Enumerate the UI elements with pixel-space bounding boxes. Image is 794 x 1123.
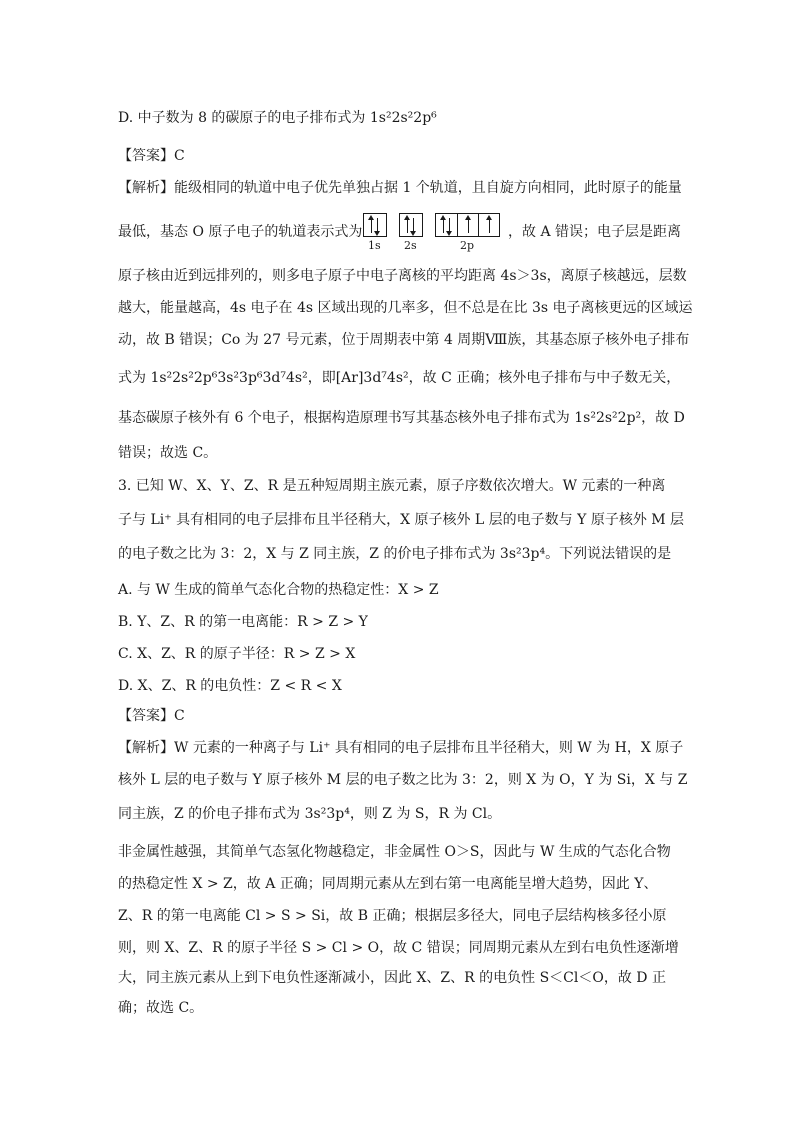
orbital-label-1s: 1s: [368, 239, 381, 252]
option-d: D. X、Z、R 的电负性：Z < R < X: [118, 678, 342, 694]
answer-label: 【答案】C: [118, 708, 185, 724]
spin-down-arrow-icon: [449, 218, 450, 233]
orbital-label-2s: 2s: [404, 239, 417, 252]
analysis-line: 原子核由近到远排列的，则多电子原子中电子离核的平均距离 4s＞3s，离原子核越远，层数: [118, 268, 687, 284]
analysis-line: 式为 1s²2s²2p⁶3s²3p⁶3d⁷4s²，即[Ar]3d⁷4s²，故 C 正确；核外电子排布与中子数无关，: [118, 370, 681, 386]
analysis-line: 的热稳定性 X > Z，故 A 正确；同周期元素从左到右第一电离能呈增大趋势，因此 Y、: [118, 876, 658, 892]
analysis-line: 确；故选 C。: [118, 1000, 204, 1016]
spin-up-arrow-icon: [371, 218, 372, 233]
analysis-line: 动，故 B 错误；Co 为 27 号元素，位于周期表中第 4 周期Ⅷ族，其基态原子核外电子排布: [118, 332, 690, 348]
orbital-box-2p: [435, 213, 500, 237]
analysis-line: 非金属性越强，其简单气态氢化物越稳定，非金属性 O＞S，因此与 W 生成的气态化合物: [118, 844, 671, 860]
analysis-line: 则，则 X、Z、R 的原子半径 S > Cl > O，故 C 错误；同周期元素从左到右电负性逐渐增: [118, 940, 679, 956]
spin-up-arrow-icon: [443, 218, 444, 233]
analysis-line: 核外 L 层的电子数与 Y 原子核外 M 层的电子数之比为 3：2，则 X 为 O，Y 为 Si，X 与 Z: [118, 772, 688, 788]
analysis-line: 最低，基态 O 原子电子的轨道表示式为: [118, 224, 363, 240]
analysis-line: 大，同主族元素从上到下电负性逐渐减小，因此 X、Z、R 的电负性 S＜Cl＜O，故 D 正: [118, 970, 666, 986]
spin-up-arrow-icon: [489, 218, 490, 233]
orbital-box-2s: [399, 213, 423, 237]
option-a: A. 与 W 生成的简单气态化合物的热稳定性：X > Z: [118, 582, 439, 598]
orbital-label-2p: 2p: [460, 239, 475, 252]
spin-up-arrow-icon: [407, 218, 408, 233]
analysis-line: Z、R 的第一电离能 Cl > S > Si，故 B 正确；根据层多径大，同电子层结构核多径小原: [118, 908, 667, 924]
question-3-stem: 3. 已知 W、X、Y、Z、R 是五种短周期主族元素，原子序数依次增大。W 元素的一种离: [118, 478, 666, 494]
analysis-line: ，故 A 错误；电子层是距离: [508, 224, 682, 240]
analysis-line: 【解析】能级相同的轨道中电子优先单独占据 1 个轨道，且自旋方向相同，此时原子的能量: [118, 180, 682, 196]
analysis-line: 越大，能量越高，4s 电子在 4s 区域出现的几率多，但不总是在比 3s 电子离核更远的区域运: [118, 300, 693, 316]
orbital-box-1s: [363, 213, 387, 237]
analysis-line: 基态碳原子核外有 6 个电子，根据构造原理书写其基态核外电子排布式为 1s²2s²2p²，故 D: [118, 410, 685, 426]
analysis-line: 【解析】W 元素的一种离子与 Li⁺ 具有相同的电子层排布且半径稍大，则 W 为 H，X 原子: [118, 740, 684, 756]
spin-down-arrow-icon: [413, 218, 414, 233]
spin-up-arrow-icon: [468, 218, 469, 233]
analysis-line: 同主族，Z 的价电子排布式为 3s²3p⁴，则 Z 为 S，R 为 Cl。: [118, 806, 502, 822]
spin-down-arrow-icon: [377, 218, 378, 233]
orbital-diagram: [363, 213, 503, 253]
question-3-stem: 子与 Li⁺ 具有相同的电子层排布且半径稍大，X 原子核外 L 层的电子数与 Y 原子核外 M 层: [118, 512, 685, 528]
analysis-line: 错误；故选 C。: [118, 445, 218, 461]
option-b: B. Y、Z、R 的第一电离能：R > Z > Y: [118, 614, 368, 630]
option-c: C. X、Z、R 的原子半径：R > Z > X: [118, 646, 356, 662]
question-3-stem: 的电子数之比为 3：2，X 与 Z 同主族，Z 的价电子排布式为 3s²3p⁴。下列说法错误的是: [118, 546, 672, 562]
answer-label: 【答案】C: [118, 148, 185, 164]
option-d-text: D. 中子数为 8 的碳原子的电子排布式为 1s²2s²2p⁶: [118, 110, 437, 126]
